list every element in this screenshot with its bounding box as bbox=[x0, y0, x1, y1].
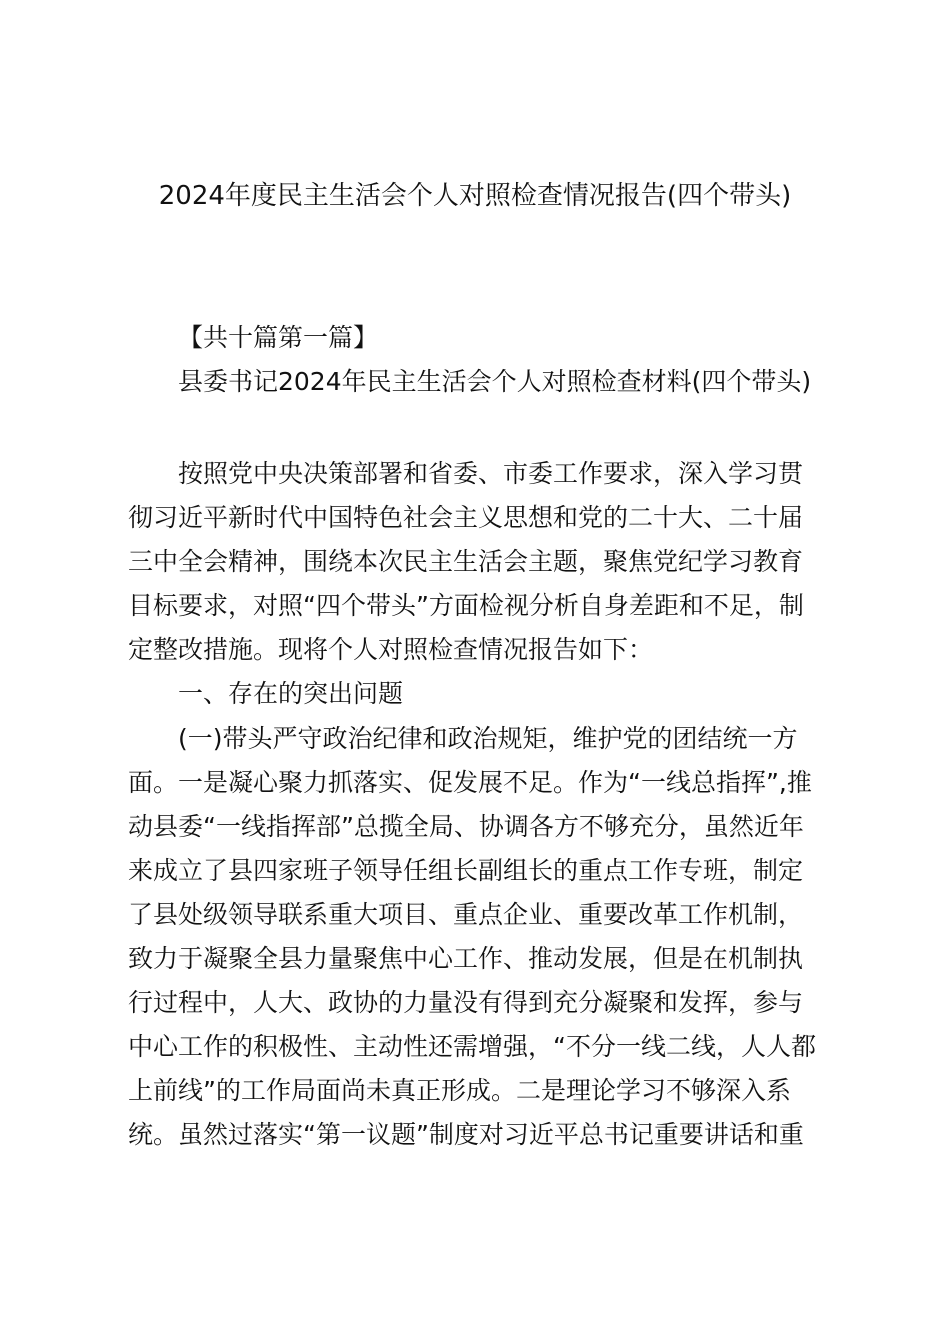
section-heading: 一、存在的突出问题 bbox=[178, 679, 404, 708]
paragraph-line: (一)带头严守政治纪律和政治规矩，维护党的团结统一方 bbox=[178, 724, 798, 753]
paragraph-line: 来成立了县四家班子领导任组长副组长的重点工作专班，制定 bbox=[128, 856, 804, 885]
series-note: 【共十篇第一篇】 bbox=[178, 323, 379, 352]
paragraph-line: 了县处级领导联系重大项目、重点企业、重要改革工作机制， bbox=[128, 900, 804, 929]
paragraph-line: 致力于凝聚全县力量聚焦中心工作、推动发展，但是在机制执 bbox=[128, 944, 804, 973]
paragraph-line: 统。虽然过落实“第一议题”制度对习近平总书记重要讲话和重 bbox=[128, 1120, 804, 1149]
paragraph-line: 行过程中，人大、政协的力量没有得到充分凝聚和发挥，参与 bbox=[128, 988, 804, 1017]
paragraph-line: 动县委“一线指挥部”总揽全局、协调各方不够充分，虽然近年 bbox=[128, 812, 804, 841]
paragraph-line: 面。一是凝心聚力抓落实、促发展不足。作为“一线总指挥”,推 bbox=[128, 768, 812, 797]
paragraph-line: 上前线”的工作局面尚未真正形成。二是理论学习不够深入系 bbox=[128, 1076, 791, 1105]
paragraph-line: 中心工作的积极性、主动性还需增强，“不分一线二线，人人都 bbox=[128, 1032, 816, 1061]
document-title: 2024年度民主生活会个人对照检查情况报告(四个带头) bbox=[158, 181, 792, 211]
paragraph-line: 彻习近平新时代中国特色社会主义思想和党的二十大、二十届 bbox=[128, 503, 804, 532]
paragraph-line: 目标要求，对照“四个带头”方面检视分析自身差距和不足，制 bbox=[128, 591, 804, 620]
paragraph-line: 三中全会精神，围绕本次民主生活会主题，聚焦党纪学习教育 bbox=[128, 547, 804, 576]
document-subtitle: 县委书记2024年民主生活会个人对照检查材料(四个带头) bbox=[178, 367, 812, 396]
paragraph-line: 定整改措施。现将个人对照检查情况报告如下： bbox=[128, 635, 654, 664]
paragraph-line: 按照党中央决策部署和省委、市委工作要求，深入学习贯 bbox=[178, 459, 804, 488]
